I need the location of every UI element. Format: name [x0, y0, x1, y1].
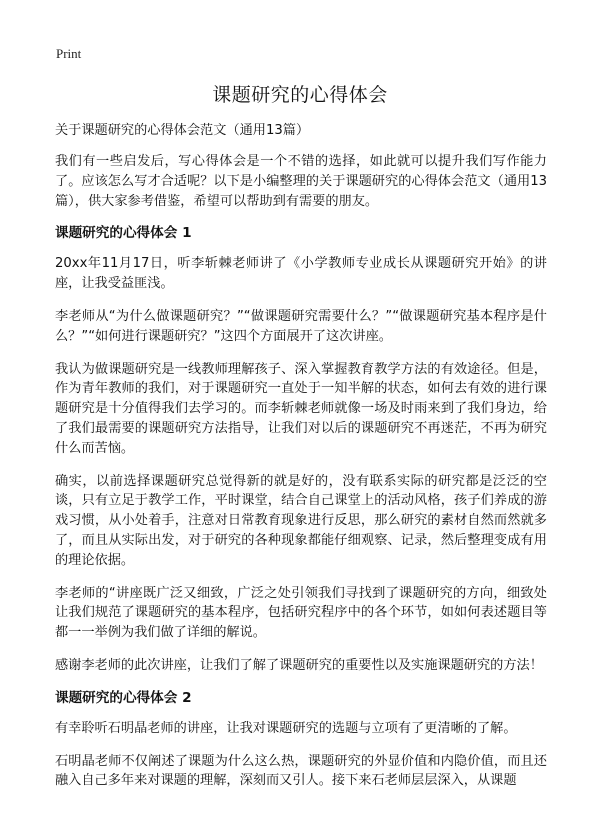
section-2-paragraph-2: 石明晶老师不仅阐述了课题为什么这么热，课题研究的外显价值和内隐价值，而且还融入自己多年来对课题的理解，深刻而又引人。接下来石老师层层深入，从课题 — [55, 753, 547, 789]
section-heading-2: 课题研究的心得体会 2 — [55, 689, 192, 706]
document-title: 课题研究的心得体会 — [212, 84, 388, 106]
section-1-paragraph-3: 我认为做课题研究是一线教师理解孩子、深入掌握教育教学方法的有效途径。但是，作为青年教师的我们，对于课题研究一直处于一知半解的状态，如何去有效的进行课题研究是十分值得我们去学习的。而李斩棘老师就像一场及时雨来到了我们身边，给了我们最需要的课题研究方法指导，让我们对以后的课题研究不再迷茫，不再为研究什么而苦恼。 — [55, 361, 547, 456]
section-1-paragraph-6: 感谢李老师的此次讲座，让我们了解了课题研究的重要性以及实施课题研究的方法！ — [55, 657, 543, 673]
section-1-paragraph-2: 李老师从“为什么做课题研究？”“做课题研究需要什么？”“做课题研究基本程序是什么？”“如何进行课题研究？”这四个方面展开了这次讲座。 — [55, 308, 547, 344]
section-heading-1: 课题研究的心得体会 1 — [55, 225, 192, 242]
print-link[interactable]: Print — [56, 46, 82, 61]
intro-paragraph: 我们有一些启发后，写心得体会是一个不错的选择，如此就可以提升我们写作能力了。应该怎么写才合适呢？以下是小编整理的关于课题研究的心得体会范文（通用13篇），供大家参考借鉴，希望可以帮助到有需要的朋友。 — [55, 154, 547, 209]
section-1-paragraph-4: 确实，以前选择课题研究总觉得新的就是好的，没有联系实际的研究都是泛泛的空谈，只有立足于教学工作，平时课堂，结合自己课堂上的活动风格，孩子们养成的游戏习惯，从小处着手，注意对日常教育现象进行反思，那么研究的素材自然而然就多了，而且从实际出发，对于研究的各种现象都能仔细观察、记录，然后整理变成有用的理论依据。 — [55, 473, 547, 568]
section-1-paragraph-5: 李老师的“讲座既广泛又细致，广泛之处引领我们寻找到了课题研究的方向，细致处让我们规范了课题研究的基本程序，包括研究程序中的各个环节，如如何表述题目等都一一举例为我们做了详细的解说。 — [55, 585, 547, 641]
document-body — [55, 122, 547, 804]
section-2-paragraph-1: 有幸聆听石明晶老师的讲座，让我对课题研究的选题与立项有了更清晰的了解。 — [55, 720, 517, 736]
document-subtitle: 关于课题研究的心得体会范文（通用13篇） — [55, 123, 310, 138]
section-1-paragraph-1: 20xx年11月17日，听李斩棘老师讲了《小学教师专业成长从课题研究开始》的讲座，让我受益匪浅。 — [55, 256, 547, 292]
